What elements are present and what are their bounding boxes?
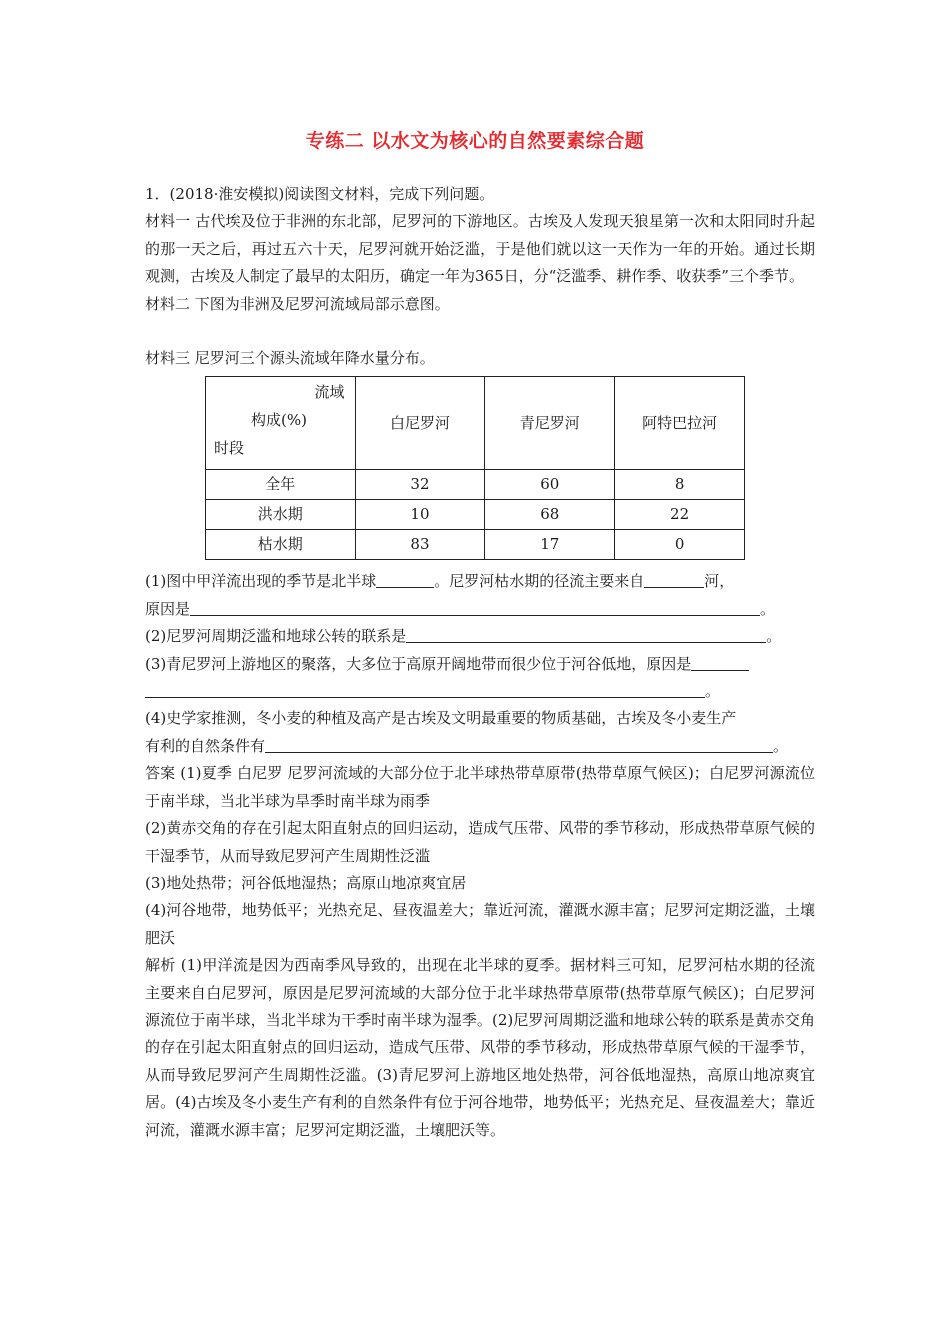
answer-blank[interactable] [376,569,434,588]
sub-question-4: (4)史学家推测，冬小麦的种植及高产是古埃及文明最重要的物质基础，古埃及冬小麦生产 [145,709,737,728]
column-header: 青尼罗河 [485,377,615,470]
table-cell: 17 [485,530,615,560]
table-cell: 32 [355,470,485,500]
table-cell: 10 [355,500,485,530]
row-label: 洪水期 [206,500,356,530]
header-period-label: 时段 [214,439,245,458]
answer-4: (4)河谷地带，地势低平；光热充足、昼夜温差大；靠近河流，灌溉水源丰富；尼罗河定期泛滥，土壤肥沃 [145,901,815,947]
table-cell: 22 [615,500,745,530]
answer-blank[interactable] [145,679,705,698]
material-two: 材料二 下图为非洲及尼罗河流域局部示意图。 [145,294,450,313]
sub-question-1: (1)图中甲洋流出现的季节是北半球 。尼罗河枯水期的径流主要来自 河， [145,568,815,595]
figure-omitted-space [145,318,815,345]
table-corner-cell [206,377,356,470]
answer-blank[interactable] [691,652,749,671]
answer-blank[interactable] [190,597,760,616]
table-cell: 60 [485,470,615,500]
table-cell: 83 [355,530,485,560]
answer-2: (2)黄赤交角的存在引起太阳直射点的回归运动，造成气压带、风带的季节移动，形成热带草原气候的干湿季节，从而导致尼罗河产生周期性泛滥 [145,819,815,865]
row-label: 全年 [206,470,356,500]
sub-question-3: (3)青尼罗河上游地区的聚落，大多位于高原开阔地带而很少位于河谷低地，原因是 [145,651,815,678]
table-cell: 68 [485,500,615,530]
analysis: 解析 (1)甲洋流是因为西南季风导致的，出现在北半球的夏季。据材料三可知，尼罗河枯水期的径流主要来自白尼罗河，原因是尼罗河流域的大部分位于北半球热带草原带(热带草原气候区)；白尼罗河源流位于南半球，当北半球为干季时南半球为湿季。(2)尼罗河周期泛滥和地球公转的联系是黄赤交角的存在引起太阳直射点的回归运动，造成气压带、风带的季节移动，形成热带草原气候的干湿季节，从而导致尼罗河产生周期性泛滥。(3)青尼罗河上游地区地处热带，河谷低地湿热，高原山地凉爽宜居。(4)古埃及冬小麦生产有利的自然条件有位于河谷地带，地势低平；光热充足、昼夜温差大；靠近河流，灌溉水源丰富；尼罗河定期泛滥，土壤肥沃等。 [145,956,815,1139]
table-row [206,470,745,500]
table-row [206,530,745,560]
answer-blank[interactable] [406,624,766,643]
column-header: 阿特巴拉河 [615,377,745,470]
answer-3: (3)地处热带；河谷低地湿热；高原山地凉爽宜居 [145,873,467,892]
sub-question-2: (2)尼罗河周期泛滥和地球公转的联系是 。 [145,623,815,650]
answer-blank[interactable] [265,734,773,753]
sub-question-3-cont: 。 [145,678,815,705]
row-label: 枯水期 [206,530,356,560]
question-intro: 1．(2018·淮安模拟)阅读图文材料，完成下列问题。 [145,185,495,203]
answer-1: 答案 (1)夏季 白尼罗 尼罗河流域的大部分位于北半球热带草原带(热带草原气候区)；白尼罗河源流位于南半球，当北半球为旱季时南半球为雨季 [145,764,815,810]
column-header: 白尼罗河 [355,377,485,470]
precipitation-table [205,376,745,560]
table-cell: 8 [615,470,745,500]
page-title: 专练二 以水文为核心的自然要素综合题 [305,130,645,152]
table-row [206,500,745,530]
document-body [145,181,815,1144]
sub-question-1-reason: 原因是 。 [145,596,815,623]
header-composition-label: 构成(%) [251,411,307,430]
sub-question-4-cont: 有利的自然条件有 。 [145,733,815,760]
answer-blank[interactable] [644,569,704,588]
table-header-row [206,377,745,470]
material-three: 材料三 尼罗河三个源头流域年降水量分布。 [145,349,435,368]
table-cell: 0 [615,530,745,560]
header-basin-label: 流域 [314,383,345,402]
material-one: 材料一 古代埃及位于非洲的东北部，尼罗河的下游地区。古埃及人发现天狼星第一次和太阳同时升起的那一天之后，再过五六十天，尼罗河就开始泛滥，于是他们就以这一天作为一年的开始。通过长期观测，古埃及人制定了最早的太阳历，确定一年为365日，分“泛滥季、耕作季、收获季”三个季节。 [145,212,815,286]
